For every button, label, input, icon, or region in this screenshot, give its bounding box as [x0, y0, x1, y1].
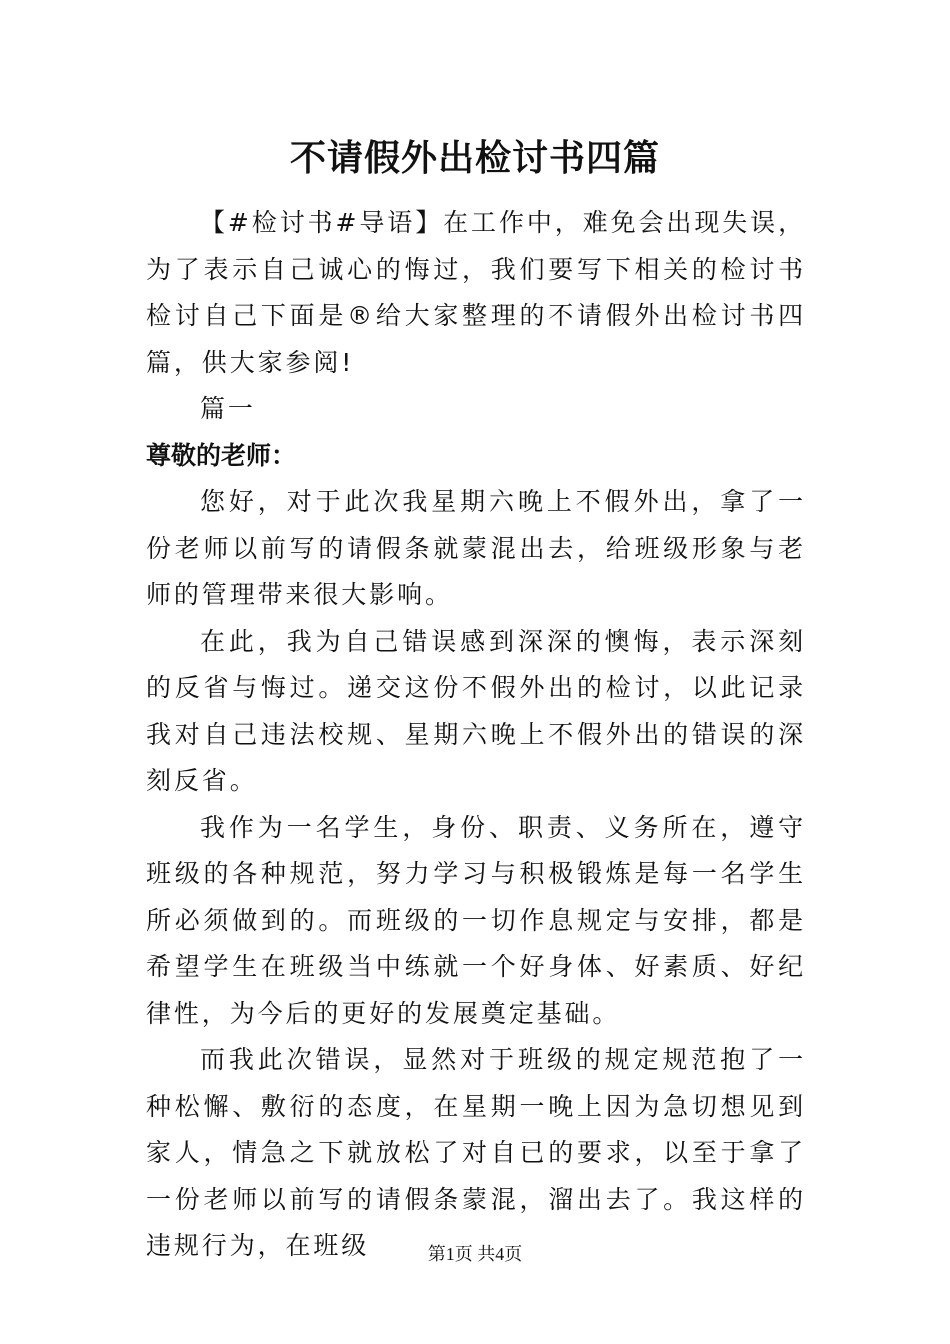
body-paragraph: 而我此次错误，显然对于班级的规定规范抱了一种松懈、敷衍的态度，在星期一晚上因为急切想见到家人，情急之下就放松了对自已的要求，以至于拿了一份老师以前写的请假条蒙混，溜出去了。我这样的违规行为，在班级	[146, 1045, 806, 1260]
page-number-footer: 第1页 共4页	[427, 1244, 523, 1264]
intro-paragraph: 【#检讨书#导语】在工作中，难免会出现失误，为了表示自己诚心的悔过，我们要写下相关的检讨书检讨自己下面是®给大家整理的不请假外出检讨书四篇，供大家参阅!	[146, 208, 806, 377]
salutation: 尊敬的老师：	[146, 440, 297, 470]
body-paragraph: 我作为一名学生，身份、职责、义务所在，遵守班级的各种规范，努力学习与积极锻炼是每一名学生所必须做到的。而班级的一切作息规定与安排，都是希望学生在班级当中练就一个好身体、好素质、好纪律性，为今后的更好的发展奠定基础。	[146, 812, 806, 1028]
document-body	[146, 200, 806, 1270]
document-title: 不请假外出检讨书四篇	[289, 137, 660, 179]
body-paragraph: 在此，我为自己错误感到深深的懊悔，表示深刻的反省与悔过。递交这份不假外出的检讨，以此记录我对自己违法校规、星期六晚上不假外出的错误的深刻反省。	[146, 626, 806, 795]
section-heading: 篇一	[200, 394, 256, 423]
body-paragraph: 您好，对于此次我星期六晚上不假外出，拿了一份老师以前写的请假条就蒙混出去，给班级形象与老师的管理带来很大影响。	[146, 487, 806, 609]
